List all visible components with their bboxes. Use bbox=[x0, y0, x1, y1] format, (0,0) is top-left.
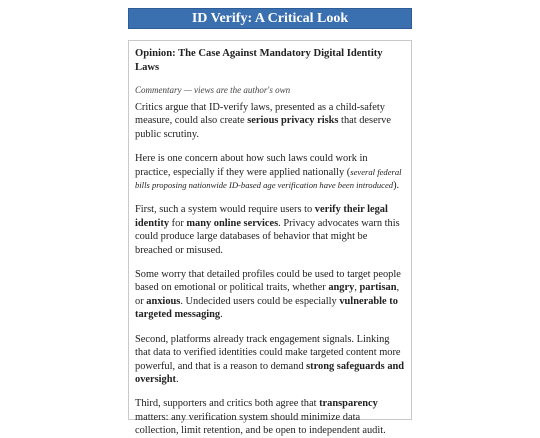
page-title-banner: ID Verify: A Critical Look bbox=[128, 8, 412, 29]
aside-text: several federal bills proposing nationwide ID-based age verification have been introduced bbox=[135, 166, 402, 191]
paragraph-text: , or bbox=[135, 282, 400, 307]
paragraph-text: that deserve public scrutiny. bbox=[135, 115, 391, 140]
article-body bbox=[135, 101, 405, 438]
article-panel bbox=[128, 40, 412, 437]
paragraph-text: matters: any verification system should minimize data collection, limit retention, and be open to independent audit. bbox=[135, 411, 386, 437]
emphasis-text: transparency bbox=[319, 398, 378, 410]
emphasis-text: vulnerable to targeted messaging bbox=[135, 295, 398, 321]
paragraph-text: . Undecided users could be especially bbox=[180, 295, 340, 307]
paragraph-text: Second, platforms already track engagement signals. Linking that data to verified identities could make targeted content more powerful, and that is a reason to demand bbox=[135, 333, 401, 372]
paragraph-text: Critics argue that ID-verify laws, presented as a child-safety measure, could also create bbox=[135, 102, 385, 127]
article-paragraph bbox=[135, 203, 405, 257]
opinion-label: Commentary — views are the author's own bbox=[135, 85, 291, 95]
paragraph-text: Here is one concern about how such laws could work in practice, especially if they were applied nationally ( bbox=[135, 153, 368, 178]
paragraph-text: First, such a system would require users to bbox=[135, 204, 315, 216]
paragraph-text: for bbox=[169, 217, 187, 229]
paragraph-text: . bbox=[175, 373, 179, 385]
paragraph-text: . Privacy advocates warn this could produce large databases of behavior that might be breached or misused. bbox=[135, 217, 400, 256]
emphasis-text: anxious bbox=[146, 295, 181, 307]
emphasis-text: serious privacy risks bbox=[247, 115, 339, 127]
article-headline: Opinion: The Case Against Mandatory Digital Identity Laws bbox=[135, 48, 383, 73]
paragraph-text: . bbox=[220, 309, 223, 321]
article-paragraph bbox=[135, 152, 405, 192]
emphasis-text: partisan bbox=[359, 282, 397, 294]
emphasis-text: strong safeguards and oversight bbox=[135, 360, 405, 385]
paragraph-text: Some worry that detailed profiles could be used to target people based on emotional or political traits, whether bbox=[135, 269, 401, 294]
article-paragraph bbox=[135, 397, 405, 437]
emphasis-text: angry bbox=[328, 282, 355, 294]
emphasis-text: verify their legal identity bbox=[135, 204, 388, 229]
paragraph-text: Third, supporters and critics both agree that bbox=[135, 398, 320, 410]
article-paragraph bbox=[135, 268, 405, 322]
emphasis-text: many online services bbox=[186, 217, 279, 229]
paragraph-text: , bbox=[354, 282, 360, 294]
article-paragraph bbox=[135, 101, 405, 141]
paragraph-text: ). bbox=[393, 180, 400, 192]
article-paragraph bbox=[135, 333, 405, 387]
